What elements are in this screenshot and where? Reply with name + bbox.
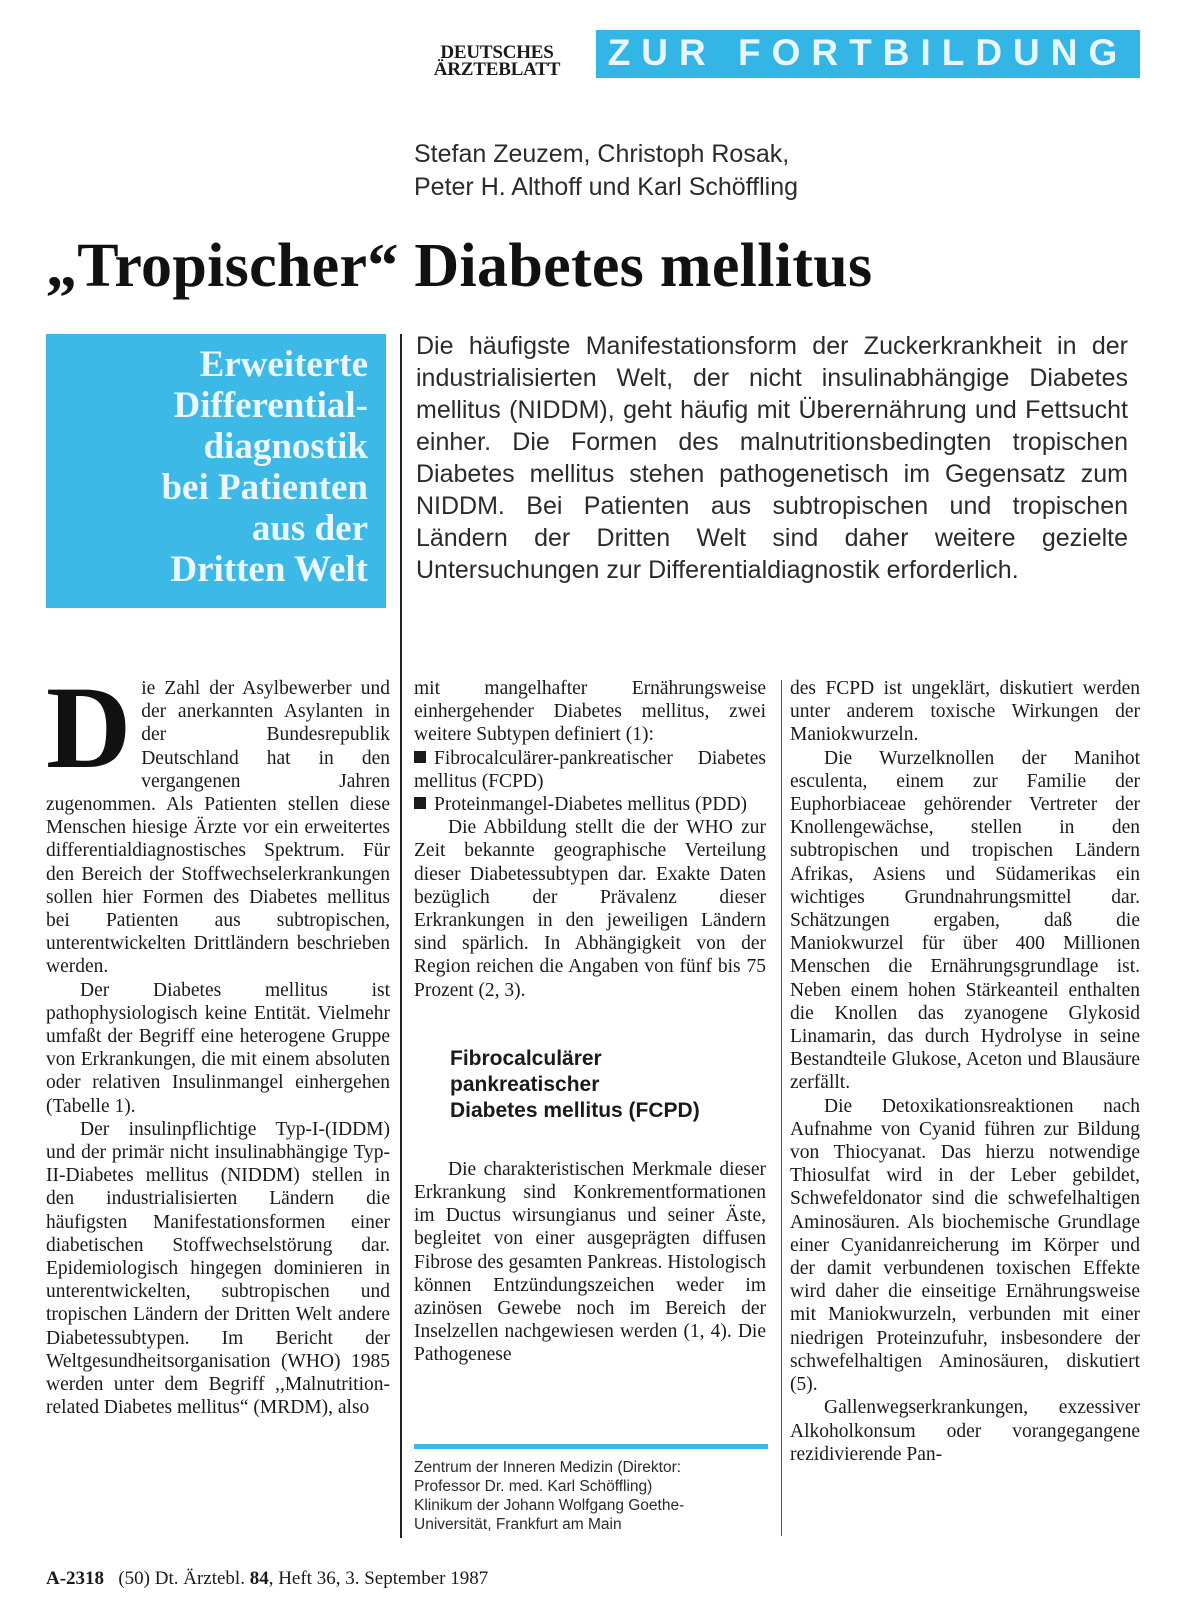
subtitle-text: Erweiterte Differential- diagnostik bei Patienten aus der Dritten Welt [161, 344, 368, 590]
col1-paragraph-2: Der Diabetes mellitus ist pathophysiologisch keine Entität. Vielmehr umfaßt der Begriff eine heterogene Gruppe von Erkrankungen, die mit einem absoluten oder relativen Insulinmangel einhergehen (Tabelle 1). [46, 979, 390, 1117]
column-3 [790, 677, 1140, 1466]
bullet-square-icon [414, 797, 426, 809]
authors-line2: Peter H. Althoff und Karl Schöffling [414, 173, 799, 201]
bullet-item-pdd [414, 793, 766, 816]
col3-paragraph-2: Die Wurzelknollen der Manihot esculenta, einem zur Familie der Euphorbiaceae gehörender Vertreter der Knollengewächse, stellen in den subtropischen und tropischen Ländern Afrikas, Asiens und Südamerikas ein wichtiges Grundnahrungsmittel dar. Schätzungen ergaben, daß die Maniokwurzel für über 400 Millionen Menschen die Ernährungsgrundlage ist. Neben einem hohen Stärkeanteil enthalten die Knollen das zyanogene Glykosid Linamarin, das durch Hydrolyse in seine Bestandteile Glukose, Aceton und Blausäure zerfällt. [790, 747, 1140, 1094]
authors [414, 138, 1114, 204]
lead-paragraph: Die häufigste Manifestationsform der Zuckerkrankheit in der industrialisierten Welt, der nicht insulinabhängige Diabetes mellitus (NIDDM), geht häufig mit Überernährung und Fettsucht einher. Die Formen des malnutritionsbedingten tropischen Diabetes mellitus stehen pathogenetisch im Gegensatz zum NIDDM. Bei Patienten aus subtropischen und tropischen Ländern der Dritten Welt sind daher weitere gezielte Untersuchungen zur Differentialdiagnostik erforderlich. [416, 332, 1128, 584]
affiliation-line2: Professor Dr. med. Karl Schöffling) [414, 1478, 653, 1495]
bullet-text-fcpd: Fibrocalculärer-pankreatischer Diabetes mellitus (FCPD) [414, 747, 766, 792]
column-divider-left [400, 334, 402, 1538]
affiliation-line4: Universität, Frankfurt am Main [414, 1516, 622, 1533]
section-label: ZUR FORTBILDUNG [607, 32, 1129, 73]
drop-cap: D [46, 662, 132, 793]
volume-number: 84 [249, 1568, 269, 1589]
affiliation-line3: Klinikum der Johann Wolfgang Goethe- [414, 1497, 685, 1514]
page-number: (50) Dt. Ärztebl. [118, 1568, 245, 1589]
subhead-line3: Diabetes mellitus (FCPD) [450, 1098, 700, 1122]
col1-paragraph-3: Der insulinpflichtige Typ-I-(IDDM) und der primär nicht insulinabhängige Typ-II-Diabetes mellitus (NIDDM) stellen in den industrialisierten Ländern die häufigsten Manifestationsformen einer diabetischen Stoffwechselstörung dar. Epidemiologisch hingegen dominieren in unterentwickelten, subtropischen und tropischen Ländern der Dritten Welt andere Diabetessubtypen. Im Bericht der Weltgesundheitsorganisation (WHO) 1985 werden unter dem Begriff ,,Malnutrition-related Diabetes mellitus“ (MRDM), also [46, 1118, 390, 1419]
col3-paragraph-1: des FCPD ist ungeklärt, diskutiert werden unter anderem toxische Wirkungen der Maniokwurzeln. [790, 678, 1140, 746]
col2-paragraph-2: Die Abbildung stellt die der WHO zur Zeit bekannte geographische Verteilung dieser Diabetessubtypen dar. Exakte Daten bezüglich der Prävalenz dieser Erkrankungen in den jeweiligen Ländern sind spärlich. In Abhängigkeit von der Region reichen die Angaben von fünf bis 75 Prozent (2, 3). [414, 817, 766, 1001]
page-code: A-2318 [46, 1568, 105, 1589]
page-footer [46, 1568, 846, 1590]
column-divider-right [781, 680, 782, 1536]
bullet-item-fcpd [414, 747, 766, 793]
masthead-line1: DEUTSCHES [440, 42, 554, 63]
masthead [414, 44, 580, 78]
subhead-line2: pankreatischer [450, 1072, 600, 1096]
issue-date: , Heft 36, 3. September 1987 [268, 1568, 489, 1589]
col3-paragraph-3: Die Detoxikationsreaktionen nach Aufnahme von Cyanid führen zur Bildung von Thiocyanat. Das hierzu notwendige Thiosulfat wird in der Leber gebildet, Schwefeldonator sind die schwefelhaltigen Aminosäuren. Als biochemische Grundlage einer Cyanidanreicherung im Körper und der damit verbundenen toxischen Effekte wird daher die einseitige Ernährungsweise mit Maniokwurzeln, verbunden mit einer niedrigen Proteinzufuhr, insbesondere der schwefelhaltigen Aminosäuren, diskutiert (5). [790, 1095, 1140, 1396]
masthead-line2: ÄRZTEBLATT [433, 59, 561, 80]
col3-paragraph-4: Gallenwegserkrankungen, exzessiver Alkoholkonsum oder vorangegangene rezidivierende Pan- [790, 1397, 1140, 1465]
col2-paragraph-3: Die charakteristischen Merkmale dieser Erkrankung sind Konkrementformationen im Ductus wirsungianus und seiner Äste, begleitet von einer ausgeprägten diffusen Fibrose des gesamten Pankreas. Histologisch können Entzündungszeichen weder im azinösen Gewebe noch im Bereich der Inselzellen nachgewiesen werden (1, 4). Die Pathogenese [414, 1158, 766, 1366]
col1-paragraph-1: ie Zahl der Asylbewerber und der anerkannten Asylanten in der Bundesrepublik Deutschland hat in den vergangenen Jahren zugenommen. Als Patienten stellen diese Menschen hiesige Ärzte vor ein erweitertes differentialdiagnostisches Spektrum. Für den Bereich der Stoffwechselerkrankungen sollen hier Formen des Diabetes mellitus bei Patienten aus subtropischen, unterentwickelten Drittländern beschrieben werden. [46, 678, 390, 978]
affiliation-rule [414, 1444, 768, 1449]
authors-line1: Stefan Zeuzem, Christoph Rosak, [414, 140, 790, 168]
subhead-line1: Fibrocalculärer [450, 1046, 602, 1070]
affiliation-line1: Zentrum der Inneren Medizin (Direktor: [414, 1459, 682, 1476]
author-affiliation [414, 1458, 768, 1534]
section-heading-fcpd [450, 1046, 766, 1124]
col2-paragraph-1: mit mangelhafter Ernährungsweise einhergehender Diabetes mellitus, zwei weitere Subtypen definiert (1): [414, 678, 766, 746]
section-banner [596, 30, 1140, 78]
bullet-square-icon [414, 751, 426, 763]
column-2 [414, 677, 766, 1367]
subtitle-box [46, 334, 386, 608]
article-title: „Tropischer“ Diabetes mellitus [46, 232, 873, 300]
bullet-text-pdd: Proteinmangel-Diabetes mellitus (PDD) [434, 794, 748, 816]
column-1 [46, 662, 390, 1420]
